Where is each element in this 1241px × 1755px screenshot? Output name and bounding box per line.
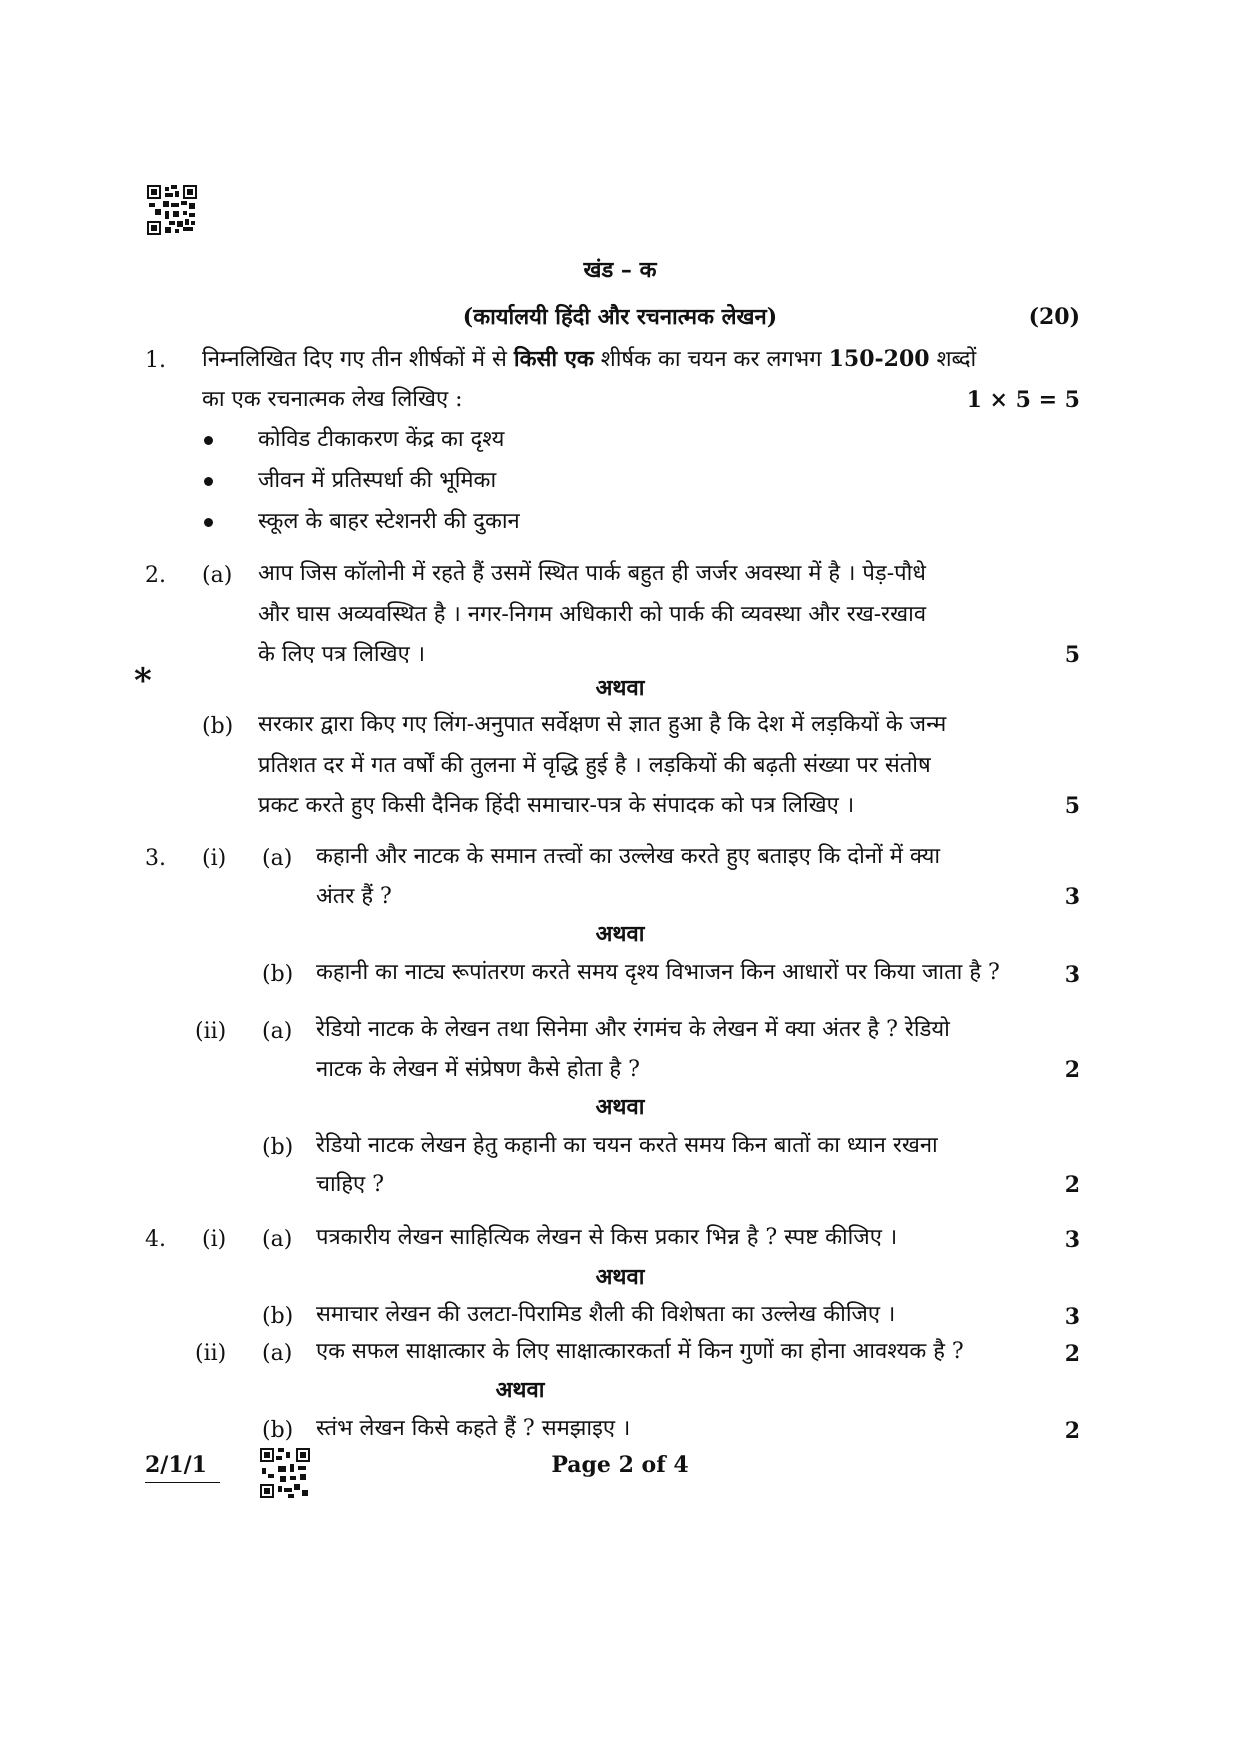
question-text: कहानी और नाटक के समान तत्त्वों का उल्लेख करते हुए बताइए कि दोनों में क्या xyxy=(316,844,941,869)
question-text: सरकार द्वारा किए गए लिंग-अनुपात सर्वेक्षण से ज्ञात हुआ है कि देश में लड़कियों के जन्म xyxy=(258,712,947,737)
or-separator: अथवा xyxy=(595,921,645,947)
topic-item: स्कूल के बाहर स्टेशनरी की दुकान xyxy=(258,509,520,534)
part-label: (b) xyxy=(202,714,234,739)
part-label: (ii) xyxy=(195,1019,227,1044)
part-label: (a) xyxy=(262,1019,293,1044)
question-marks: 3 xyxy=(1064,1227,1080,1253)
qr-code-icon xyxy=(147,185,197,235)
question-marks: 2 xyxy=(1064,1341,1080,1367)
bullet-icon xyxy=(204,436,213,445)
question-text: नाटक के लेखन में संप्रेषण कैसे होता है ? xyxy=(316,1057,640,1082)
part-label: (b) xyxy=(262,1304,294,1329)
part-label: (a) xyxy=(262,1341,293,1366)
bullet-icon xyxy=(204,477,213,486)
part-label: (a) xyxy=(262,1227,293,1252)
topic-item: कोविड टीकाकरण केंद्र का दृश्य xyxy=(258,427,505,452)
part-label: (i) xyxy=(202,846,227,871)
part-label: (a) xyxy=(202,563,233,588)
question-marks: 3 xyxy=(1064,884,1080,910)
paper-code: 2/1/1 xyxy=(145,1452,207,1478)
question-marks: 5 xyxy=(1064,642,1080,668)
question-marks: 2 xyxy=(1064,1172,1080,1198)
question-text: स्तंभ लेखन किसे कहते हैं ? समझाइए । xyxy=(316,1416,631,1441)
part-label: (a) xyxy=(262,846,293,871)
or-separator: अथवा xyxy=(595,675,645,701)
question-number: 1. xyxy=(145,348,166,373)
section-marks: (20) xyxy=(1028,304,1080,330)
question-marks: 2 xyxy=(1064,1057,1080,1083)
page-number: Page 2 of 4 xyxy=(551,1452,689,1478)
question-marks: 3 xyxy=(1064,1304,1080,1330)
question-text: रेडियो नाटक के लेखन तथा सिनेमा और रंगमंच के लेखन में क्या अंतर है ? रेडियो xyxy=(316,1017,950,1042)
bullet-icon xyxy=(204,518,213,527)
question-number: 3. xyxy=(145,846,166,871)
or-separator: अथवा xyxy=(595,1264,645,1290)
part-label: (b) xyxy=(262,1135,294,1160)
part-label: (ii) xyxy=(195,1341,227,1366)
question-text: चाहिए ? xyxy=(316,1172,385,1197)
question-text: का एक रचनात्मक लेख लिखिए : xyxy=(202,387,463,412)
question-text: प्रकट करते हुए किसी दैनिक हिंदी समाचार-पत्र के संपादक को पत्र लिखिए । xyxy=(258,793,855,818)
topic-item: जीवन में प्रतिस्पर्धा की भूमिका xyxy=(258,468,497,493)
question-marks: 3 xyxy=(1064,962,1080,988)
question-text: अंतर हैं ? xyxy=(316,884,392,909)
question-text: प्रतिशत दर में गत वर्षों की तुलना में वृद्धि हुई है । लड़कियों की बढ़ती संख्या पर संतोष xyxy=(258,753,931,778)
qr-code-icon xyxy=(260,1448,310,1498)
footer-rule xyxy=(145,1482,220,1483)
part-label: (b) xyxy=(262,1418,294,1443)
question-text: समाचार लेखन की उलटा-पिरामिड शैली की विशेषता का उल्लेख कीजिए । xyxy=(316,1302,896,1327)
section-subtitle: (कार्यालयी हिंदी और रचनात्मक लेखन) xyxy=(462,304,778,330)
section-title: खंड – क xyxy=(583,257,657,283)
question-marks: 1 × 5 = 5 xyxy=(966,387,1080,413)
star-mark: * xyxy=(134,661,152,701)
question-text: के लिए पत्र लिखिए । xyxy=(258,642,426,667)
question-text: आप जिस कॉलोनी में रहते हैं उसमें स्थित पार्क बहुत ही जर्जर अवस्था में है । पेड़-पौधे xyxy=(258,561,926,586)
question-number: 4. xyxy=(145,1227,166,1252)
question-text: रेडियो नाटक लेखन हेतु कहानी का चयन करते समय किन बातों का ध्यान रखना xyxy=(316,1133,938,1158)
or-separator: अथवा xyxy=(495,1377,545,1403)
or-separator: अथवा xyxy=(595,1094,645,1120)
part-label: (i) xyxy=(202,1227,227,1252)
question-text: एक सफल साक्षात्कार के लिए साक्षात्कारकर्ता में किन गुणों का होना आवश्यक है ? xyxy=(316,1339,964,1364)
question-number: 2. xyxy=(145,563,166,588)
part-label: (b) xyxy=(262,962,294,987)
question-marks: 5 xyxy=(1064,793,1080,819)
question-marks: 2 xyxy=(1064,1418,1080,1444)
question-text: और घास अव्यवस्थित है । नगर-निगम अधिकारी को पार्क की व्यवस्था और रख-रखाव xyxy=(258,602,927,627)
question-text: निम्नलिखित दिए गए तीन शीर्षकों में से किसी एक शीर्षक का चयन कर लगभग 150-200 शब्दों xyxy=(202,346,977,372)
question-text: पत्रकारीय लेखन साहित्यिक लेखन से किस प्रकार भिन्न है ? स्पष्ट कीजिए । xyxy=(316,1225,898,1250)
question-text: कहानी का नाट्य रूपांतरण करते समय दृश्य विभाजन किन आधारों पर किया जाता है ? xyxy=(316,960,1000,985)
